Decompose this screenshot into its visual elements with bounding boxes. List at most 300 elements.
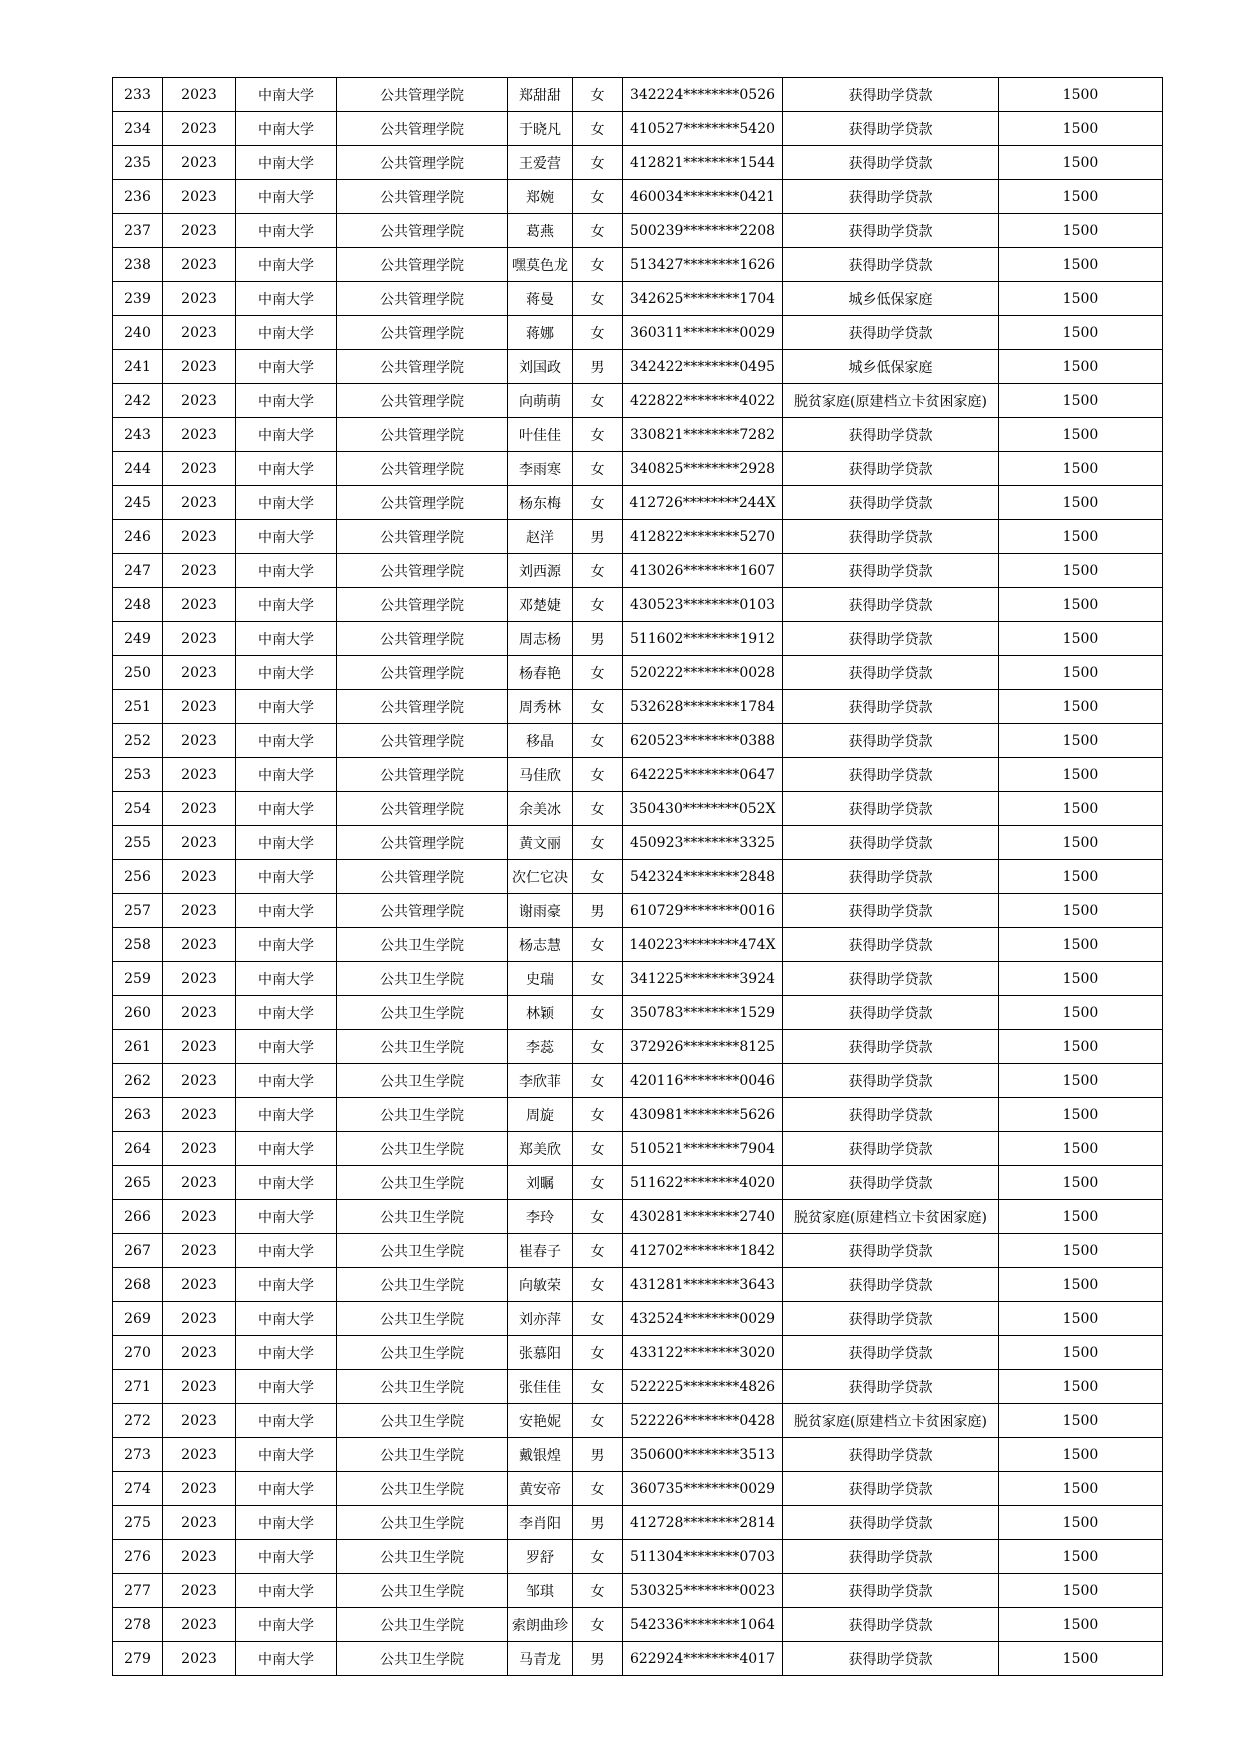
university-cell: 中南大学 (236, 1098, 337, 1132)
row-number: 244 (113, 452, 163, 486)
amount-cell: 1500 (999, 1472, 1163, 1506)
aid-category-cell: 获得助学贷款 (783, 1574, 999, 1608)
university-cell: 中南大学 (236, 1200, 337, 1234)
gender-cell: 女 (573, 1540, 623, 1574)
school-cell: 公共卫生学院 (337, 928, 508, 962)
university-cell: 中南大学 (236, 146, 337, 180)
gender-cell: 女 (573, 1302, 623, 1336)
student-name-cell: 郑甜甜 (508, 78, 573, 112)
school-cell: 公共卫生学院 (337, 1642, 508, 1676)
aid-category-cell: 获得助学贷款 (783, 962, 999, 996)
student-name-cell: 杨春艳 (508, 656, 573, 690)
school-cell: 公共卫生学院 (337, 1540, 508, 1574)
row-number: 279 (113, 1642, 163, 1676)
amount-cell: 1500 (999, 1098, 1163, 1132)
amount-cell: 1500 (999, 1404, 1163, 1438)
student-name-cell: 余美冰 (508, 792, 573, 826)
row-number: 264 (113, 1132, 163, 1166)
student-name-cell: 刘西源 (508, 554, 573, 588)
year-cell: 2023 (163, 1030, 236, 1064)
student-name-cell: 崔春子 (508, 1234, 573, 1268)
year-cell: 2023 (163, 1302, 236, 1336)
school-cell: 公共卫生学院 (337, 996, 508, 1030)
university-cell: 中南大学 (236, 724, 337, 758)
school-cell: 公共管理学院 (337, 78, 508, 112)
gender-cell: 男 (573, 622, 623, 656)
school-cell: 公共管理学院 (337, 690, 508, 724)
amount-cell: 1500 (999, 112, 1163, 146)
school-cell: 公共管理学院 (337, 316, 508, 350)
gender-cell: 男 (573, 350, 623, 384)
school-cell: 公共管理学院 (337, 588, 508, 622)
amount-cell: 1500 (999, 384, 1163, 418)
student-name-cell: 刘瞩 (508, 1166, 573, 1200)
university-cell: 中南大学 (236, 996, 337, 1030)
aid-category-cell: 获得助学贷款 (783, 894, 999, 928)
school-cell: 公共管理学院 (337, 112, 508, 146)
aid-category-cell: 获得助学贷款 (783, 1098, 999, 1132)
school-cell: 公共卫生学院 (337, 1098, 508, 1132)
year-cell: 2023 (163, 316, 236, 350)
student-name-cell: 次仁它决 (508, 860, 573, 894)
year-cell: 2023 (163, 894, 236, 928)
university-cell: 中南大学 (236, 928, 337, 962)
amount-cell: 1500 (999, 1370, 1163, 1404)
year-cell: 2023 (163, 1438, 236, 1472)
table-body (113, 78, 1163, 1676)
year-cell: 2023 (163, 214, 236, 248)
gender-cell: 女 (573, 1268, 623, 1302)
year-cell: 2023 (163, 1234, 236, 1268)
aid-category-cell: 获得助学贷款 (783, 1472, 999, 1506)
row-number: 233 (113, 78, 163, 112)
university-cell: 中南大学 (236, 248, 337, 282)
aid-category-cell: 获得助学贷款 (783, 180, 999, 214)
table-row (113, 214, 1163, 248)
row-number: 276 (113, 1540, 163, 1574)
year-cell: 2023 (163, 350, 236, 384)
gender-cell: 女 (573, 486, 623, 520)
table-row (113, 894, 1163, 928)
gender-cell: 女 (573, 758, 623, 792)
university-cell: 中南大学 (236, 452, 337, 486)
id-number-cell: 350430********052X (623, 792, 783, 826)
aid-category-cell: 城乡低保家庭 (783, 282, 999, 316)
university-cell: 中南大学 (236, 418, 337, 452)
gender-cell: 女 (573, 554, 623, 588)
amount-cell: 1500 (999, 146, 1163, 180)
university-cell: 中南大学 (236, 1336, 337, 1370)
student-name-cell: 蒋曼 (508, 282, 573, 316)
table-row (113, 1132, 1163, 1166)
id-number-cell: 420116********0046 (623, 1064, 783, 1098)
amount-cell: 1500 (999, 1336, 1163, 1370)
aid-category-cell: 脱贫家庭(原建档立卡贫困家庭) (783, 1200, 999, 1234)
student-name-cell: 张佳佳 (508, 1370, 573, 1404)
aid-category-cell: 获得助学贷款 (783, 452, 999, 486)
row-number: 271 (113, 1370, 163, 1404)
amount-cell: 1500 (999, 248, 1163, 282)
school-cell: 公共卫生学院 (337, 1438, 508, 1472)
row-number: 249 (113, 622, 163, 656)
aid-category-cell: 获得助学贷款 (783, 1064, 999, 1098)
amount-cell: 1500 (999, 588, 1163, 622)
year-cell: 2023 (163, 588, 236, 622)
university-cell: 中南大学 (236, 1064, 337, 1098)
university-cell: 中南大学 (236, 180, 337, 214)
aid-category-cell: 获得助学贷款 (783, 1336, 999, 1370)
row-number: 278 (113, 1608, 163, 1642)
student-name-cell: 周旋 (508, 1098, 573, 1132)
aid-category-cell: 获得助学贷款 (783, 1608, 999, 1642)
amount-cell: 1500 (999, 350, 1163, 384)
gender-cell: 女 (573, 690, 623, 724)
student-name-cell: 蒋娜 (508, 316, 573, 350)
id-number-cell: 520222********0028 (623, 656, 783, 690)
table-row (113, 758, 1163, 792)
row-number: 240 (113, 316, 163, 350)
school-cell: 公共卫生学院 (337, 1404, 508, 1438)
id-number-cell: 342224********0526 (623, 78, 783, 112)
year-cell: 2023 (163, 452, 236, 486)
student-name-cell: 刘国政 (508, 350, 573, 384)
table-row (113, 1438, 1163, 1472)
row-number: 270 (113, 1336, 163, 1370)
year-cell: 2023 (163, 1506, 236, 1540)
student-name-cell: 于晓凡 (508, 112, 573, 146)
university-cell: 中南大学 (236, 1438, 337, 1472)
amount-cell: 1500 (999, 1132, 1163, 1166)
aid-category-cell: 获得助学贷款 (783, 520, 999, 554)
school-cell: 公共管理学院 (337, 248, 508, 282)
id-number-cell: 360735********0029 (623, 1472, 783, 1506)
table-row (113, 588, 1163, 622)
year-cell: 2023 (163, 248, 236, 282)
student-name-cell: 杨志慧 (508, 928, 573, 962)
student-name-cell: 马佳欣 (508, 758, 573, 792)
university-cell: 中南大学 (236, 384, 337, 418)
table-row (113, 452, 1163, 486)
aid-category-cell: 获得助学贷款 (783, 996, 999, 1030)
year-cell: 2023 (163, 928, 236, 962)
table-row (113, 724, 1163, 758)
id-number-cell: 433122********3020 (623, 1336, 783, 1370)
table-row (113, 996, 1163, 1030)
year-cell: 2023 (163, 1642, 236, 1676)
table-row (113, 282, 1163, 316)
id-number-cell: 622924********4017 (623, 1642, 783, 1676)
school-cell: 公共管理学院 (337, 146, 508, 180)
year-cell: 2023 (163, 384, 236, 418)
aid-category-cell: 获得助学贷款 (783, 656, 999, 690)
amount-cell: 1500 (999, 1608, 1163, 1642)
row-number: 275 (113, 1506, 163, 1540)
year-cell: 2023 (163, 486, 236, 520)
row-number: 262 (113, 1064, 163, 1098)
aid-category-cell: 获得助学贷款 (783, 1166, 999, 1200)
gender-cell: 女 (573, 112, 623, 146)
gender-cell: 女 (573, 588, 623, 622)
university-cell: 中南大学 (236, 112, 337, 146)
university-cell: 中南大学 (236, 1302, 337, 1336)
aid-category-cell: 获得助学贷款 (783, 1370, 999, 1404)
university-cell: 中南大学 (236, 690, 337, 724)
table-row (113, 1064, 1163, 1098)
student-name-cell: 李肖阳 (508, 1506, 573, 1540)
school-cell: 公共管理学院 (337, 486, 508, 520)
table-row (113, 1574, 1163, 1608)
student-name-cell: 罗舒 (508, 1540, 573, 1574)
school-cell: 公共卫生学院 (337, 1370, 508, 1404)
row-number: 256 (113, 860, 163, 894)
aid-category-cell: 获得助学贷款 (783, 1438, 999, 1472)
school-cell: 公共管理学院 (337, 894, 508, 928)
student-name-cell: 郑婉 (508, 180, 573, 214)
table-row (113, 1642, 1163, 1676)
year-cell: 2023 (163, 758, 236, 792)
table-row (113, 928, 1163, 962)
year-cell: 2023 (163, 860, 236, 894)
amount-cell: 1500 (999, 180, 1163, 214)
amount-cell: 1500 (999, 554, 1163, 588)
university-cell: 中南大学 (236, 622, 337, 656)
aid-category-cell: 脱贫家庭(原建档立卡贫困家庭) (783, 384, 999, 418)
id-number-cell: 430281********2740 (623, 1200, 783, 1234)
gender-cell: 女 (573, 1166, 623, 1200)
year-cell: 2023 (163, 180, 236, 214)
amount-cell: 1500 (999, 1438, 1163, 1472)
gender-cell: 女 (573, 860, 623, 894)
gender-cell: 女 (573, 1336, 623, 1370)
gender-cell: 女 (573, 792, 623, 826)
aid-category-cell: 获得助学贷款 (783, 418, 999, 452)
table-row (113, 1030, 1163, 1064)
id-number-cell: 610729********0016 (623, 894, 783, 928)
school-cell: 公共管理学院 (337, 656, 508, 690)
school-cell: 公共管理学院 (337, 418, 508, 452)
university-cell: 中南大学 (236, 1642, 337, 1676)
student-name-cell: 叶佳佳 (508, 418, 573, 452)
amount-cell: 1500 (999, 860, 1163, 894)
table-row (113, 792, 1163, 826)
gender-cell: 男 (573, 1438, 623, 1472)
gender-cell: 女 (573, 1200, 623, 1234)
id-number-cell: 530325********0023 (623, 1574, 783, 1608)
university-cell: 中南大学 (236, 214, 337, 248)
gender-cell: 女 (573, 78, 623, 112)
id-number-cell: 542336********1064 (623, 1608, 783, 1642)
aid-category-cell: 获得助学贷款 (783, 826, 999, 860)
row-number: 247 (113, 554, 163, 588)
table-row (113, 112, 1163, 146)
id-number-cell: 511304********0703 (623, 1540, 783, 1574)
university-cell: 中南大学 (236, 962, 337, 996)
row-number: 242 (113, 384, 163, 418)
year-cell: 2023 (163, 78, 236, 112)
university-cell: 中南大学 (236, 860, 337, 894)
id-number-cell: 500239********2208 (623, 214, 783, 248)
table-row (113, 860, 1163, 894)
student-name-cell: 向萌萌 (508, 384, 573, 418)
gender-cell: 女 (573, 1404, 623, 1438)
row-number: 257 (113, 894, 163, 928)
id-number-cell: 412728********2814 (623, 1506, 783, 1540)
university-cell: 中南大学 (236, 1540, 337, 1574)
year-cell: 2023 (163, 112, 236, 146)
gender-cell: 男 (573, 520, 623, 554)
school-cell: 公共卫生学院 (337, 1506, 508, 1540)
student-name-cell: 李欣菲 (508, 1064, 573, 1098)
id-number-cell: 431281********3643 (623, 1268, 783, 1302)
university-cell: 中南大学 (236, 1574, 337, 1608)
school-cell: 公共管理学院 (337, 180, 508, 214)
aid-category-cell: 获得助学贷款 (783, 758, 999, 792)
amount-cell: 1500 (999, 452, 1163, 486)
id-number-cell: 511602********1912 (623, 622, 783, 656)
id-number-cell: 140223********474X (623, 928, 783, 962)
university-cell: 中南大学 (236, 656, 337, 690)
table-row (113, 1336, 1163, 1370)
row-number: 253 (113, 758, 163, 792)
amount-cell: 1500 (999, 690, 1163, 724)
student-name-cell: 李玲 (508, 1200, 573, 1234)
school-cell: 公共管理学院 (337, 554, 508, 588)
aid-category-cell: 获得助学贷款 (783, 588, 999, 622)
row-number: 235 (113, 146, 163, 180)
amount-cell: 1500 (999, 928, 1163, 962)
aid-category-cell: 获得助学贷款 (783, 112, 999, 146)
table-row (113, 486, 1163, 520)
year-cell: 2023 (163, 826, 236, 860)
id-number-cell: 410527********5420 (623, 112, 783, 146)
amount-cell: 1500 (999, 894, 1163, 928)
year-cell: 2023 (163, 1574, 236, 1608)
id-number-cell: 342422********0495 (623, 350, 783, 384)
row-number: 243 (113, 418, 163, 452)
gender-cell: 女 (573, 1472, 623, 1506)
school-cell: 公共卫生学院 (337, 1200, 508, 1234)
row-number: 269 (113, 1302, 163, 1336)
university-cell: 中南大学 (236, 1030, 337, 1064)
gender-cell: 女 (573, 1064, 623, 1098)
student-name-cell: 向敏荣 (508, 1268, 573, 1302)
id-number-cell: 542324********2848 (623, 860, 783, 894)
university-cell: 中南大学 (236, 1472, 337, 1506)
amount-cell: 1500 (999, 1200, 1163, 1234)
aid-category-cell: 获得助学贷款 (783, 248, 999, 282)
student-name-cell: 嘿莫色龙 (508, 248, 573, 282)
aid-category-cell: 获得助学贷款 (783, 486, 999, 520)
amount-cell: 1500 (999, 1642, 1163, 1676)
gender-cell: 女 (573, 214, 623, 248)
row-number: 274 (113, 1472, 163, 1506)
table-row (113, 1098, 1163, 1132)
school-cell: 公共管理学院 (337, 792, 508, 826)
amount-cell: 1500 (999, 78, 1163, 112)
student-name-cell: 张慕阳 (508, 1336, 573, 1370)
aid-category-cell: 获得助学贷款 (783, 1506, 999, 1540)
school-cell: 公共管理学院 (337, 350, 508, 384)
table-row (113, 78, 1163, 112)
table-row (113, 1404, 1163, 1438)
amount-cell: 1500 (999, 1302, 1163, 1336)
gender-cell: 女 (573, 1030, 623, 1064)
table-row (113, 146, 1163, 180)
amount-cell: 1500 (999, 520, 1163, 554)
id-number-cell: 412726********244X (623, 486, 783, 520)
amount-cell: 1500 (999, 622, 1163, 656)
id-number-cell: 412822********5270 (623, 520, 783, 554)
table-row (113, 384, 1163, 418)
amount-cell: 1500 (999, 758, 1163, 792)
row-number: 265 (113, 1166, 163, 1200)
gender-cell: 女 (573, 180, 623, 214)
gender-cell: 女 (573, 248, 623, 282)
aid-category-cell: 脱贫家庭(原建档立卡贫困家庭) (783, 1404, 999, 1438)
id-number-cell: 412702********1842 (623, 1234, 783, 1268)
amount-cell: 1500 (999, 214, 1163, 248)
gender-cell: 女 (573, 928, 623, 962)
aid-category-cell: 城乡低保家庭 (783, 350, 999, 384)
school-cell: 公共管理学院 (337, 452, 508, 486)
year-cell: 2023 (163, 1098, 236, 1132)
year-cell: 2023 (163, 1608, 236, 1642)
row-number: 266 (113, 1200, 163, 1234)
school-cell: 公共卫生学院 (337, 1166, 508, 1200)
student-name-cell: 周志杨 (508, 622, 573, 656)
student-name-cell: 马青龙 (508, 1642, 573, 1676)
year-cell: 2023 (163, 792, 236, 826)
gender-cell: 女 (573, 1370, 623, 1404)
row-number: 236 (113, 180, 163, 214)
id-number-cell: 510521********7904 (623, 1132, 783, 1166)
student-name-cell: 葛燕 (508, 214, 573, 248)
table-row (113, 350, 1163, 384)
year-cell: 2023 (163, 1370, 236, 1404)
school-cell: 公共管理学院 (337, 384, 508, 418)
year-cell: 2023 (163, 1472, 236, 1506)
table-row (113, 1166, 1163, 1200)
amount-cell: 1500 (999, 996, 1163, 1030)
id-number-cell: 422822********4022 (623, 384, 783, 418)
aid-category-cell: 获得助学贷款 (783, 214, 999, 248)
aid-category-cell: 获得助学贷款 (783, 690, 999, 724)
aid-category-cell: 获得助学贷款 (783, 928, 999, 962)
year-cell: 2023 (163, 724, 236, 758)
student-name-cell: 李雨寒 (508, 452, 573, 486)
gender-cell: 男 (573, 894, 623, 928)
year-cell: 2023 (163, 1200, 236, 1234)
year-cell: 2023 (163, 656, 236, 690)
id-number-cell: 522226********0428 (623, 1404, 783, 1438)
university-cell: 中南大学 (236, 78, 337, 112)
student-name-cell: 安艳妮 (508, 1404, 573, 1438)
table-row (113, 1200, 1163, 1234)
year-cell: 2023 (163, 690, 236, 724)
gender-cell: 女 (573, 1574, 623, 1608)
id-number-cell: 342625********1704 (623, 282, 783, 316)
gender-cell: 女 (573, 826, 623, 860)
aid-category-cell: 获得助学贷款 (783, 1268, 999, 1302)
amount-cell: 1500 (999, 1268, 1163, 1302)
gender-cell: 女 (573, 384, 623, 418)
school-cell: 公共管理学院 (337, 758, 508, 792)
amount-cell: 1500 (999, 316, 1163, 350)
gender-cell: 女 (573, 996, 623, 1030)
row-number: 252 (113, 724, 163, 758)
school-cell: 公共卫生学院 (337, 1336, 508, 1370)
gender-cell: 女 (573, 1234, 623, 1268)
